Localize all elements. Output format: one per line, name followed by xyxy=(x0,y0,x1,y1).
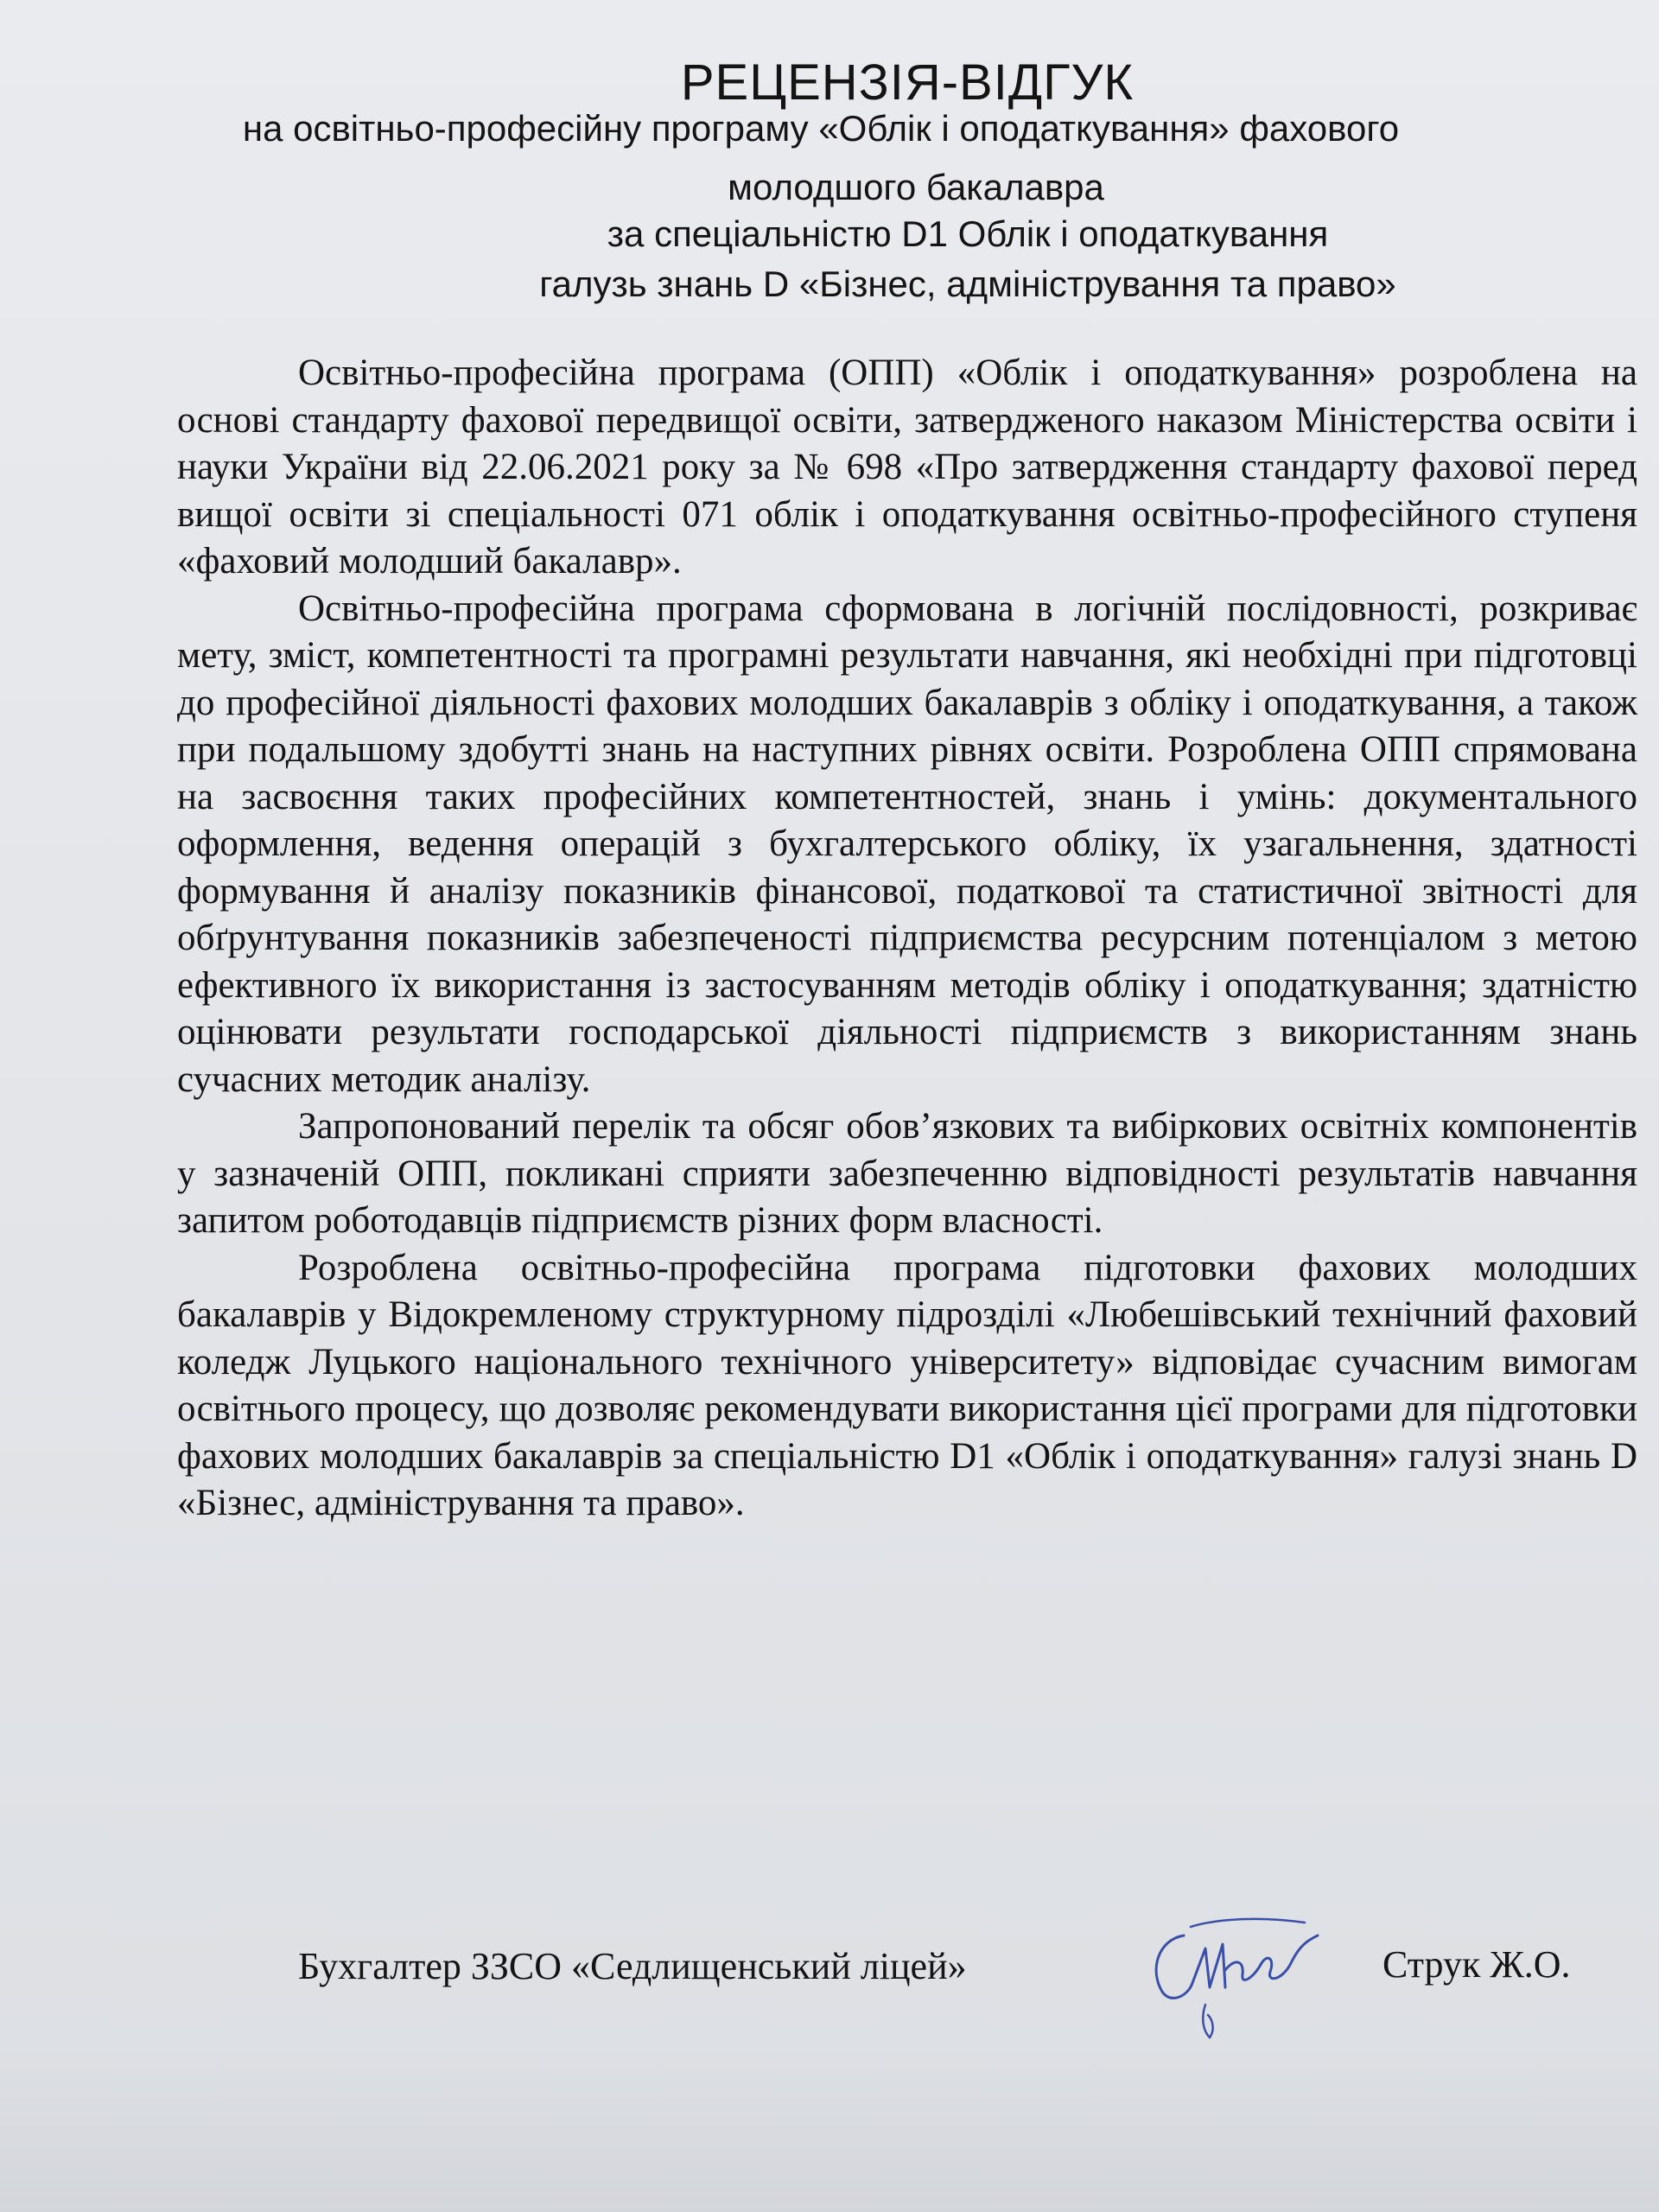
subtitle-line-4: галузь знань D «Бізнес, адміністрування та право» xyxy=(539,264,1396,304)
document-title: РЕЦЕНЗІЯ-ВІДГУК xyxy=(680,54,1135,111)
paragraph-1: Освітньо-професійна програма (ОПП) «Облік і оподаткування» розроблена на основі стандарту фахової передвищої освіти, затвердженого наказом Міністерства освіти і науки України від 22.06.2021 року за № 698 «Про затвердження стандарту фахової перед вищої освіти зі спеціальності 071 облік і оподаткування освітньо-професійного ступеня «фаховий молодший бакалавр». xyxy=(177,353,1637,582)
review-text xyxy=(177,350,1637,1528)
paragraph-3: Запропонований перелік та обсяг обов’язкових та вибіркових освітніх компонентів у зазначеній ОПП, покликані сприяти забезпеченню відповідності результатів навчання запитом роботодавців підприємств різних форм власності. xyxy=(177,1106,1637,1241)
subtitle-line-3: за спеціальністю D1 Облік і оподаткування xyxy=(607,213,1329,254)
signer-name: Струк Ж.О. xyxy=(1382,1943,1571,1986)
paragraph-2: Освітньо-професійна програма сформована в логічній послідовності, розкриває мету, зміст, компетентності та програмні результати навчання, які необхідні при підготовці до професійної діяльності фахових молодших бакалаврів з обліку і оподаткування, а також при подальшому здобутті знань на наступних рівнях освіти. Розроблена ОПП спрямована на засвоєння таких професійних компетентностей, знань і умінь: документального оформлення, ведення операцій з бухгалтерського обліку, їх узагальнення, здатності формування й аналізу показників фінансової, податкової та статистичної звітності для обґрунтування показників забезпеченості підприємства ресурсним потенціалом з метою ефективного їх використання із застосуванням методів обліку і оподаткування; здатністю оцінювати результати господарської діяльності підприємств з використанням знань сучасних методик аналізу. xyxy=(177,588,1637,1100)
paper-shadow xyxy=(0,2039,1659,2212)
handwritten-signature xyxy=(1123,1910,1331,2048)
subtitle-line-2: молодшого бакалавра xyxy=(728,167,1104,207)
subtitle-line-1: на освітньо-професійну програму «Облік і оподаткування» фахового xyxy=(242,108,1400,149)
signer-position: Бухгалтер ЗЗСО «Седлищенський ліцей» xyxy=(298,1945,967,1987)
paragraph-4: Розроблена освітньо-професійна програма підготовки фахових молодших бакалаврів у Відокремленому структурному підрозділі «Любешівський технічний фаховий коледж Луцького національного технічного університету» відповідає сучасним вимогам освітнього процесу, що дозволяє рекомендувати використання цієї програми для підготовки фахових молодших бакалаврів за спеціальністю D1 «Облік і оподаткування» галузі знань D «Бізнес, адміністрування та право». xyxy=(177,1247,1637,1523)
